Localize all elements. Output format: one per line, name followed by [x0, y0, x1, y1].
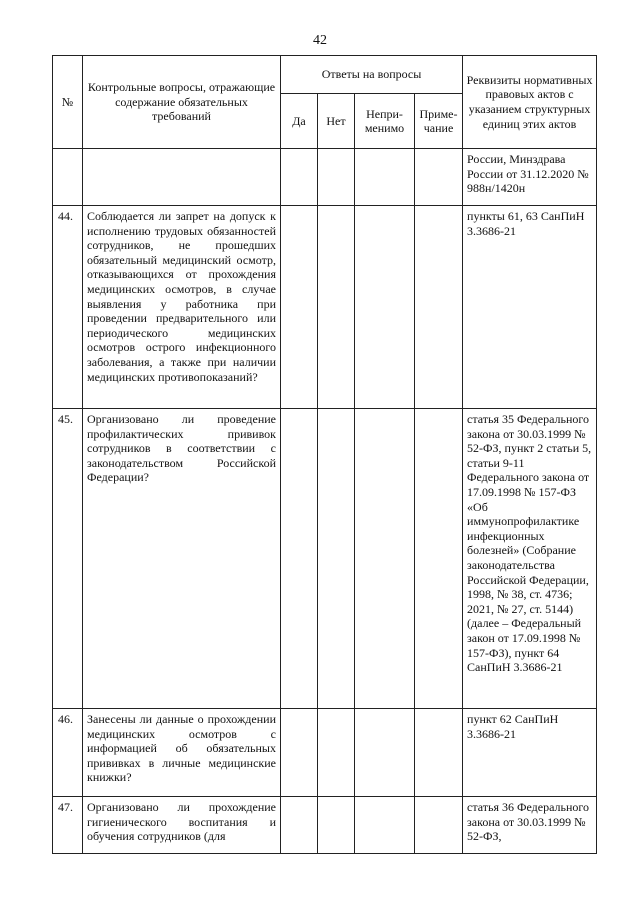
page-number: 42 — [313, 33, 327, 48]
row-reference: статья 35 Федерального закона от 30.03.1999 № 52-ФЗ, пункт 2 статьи 5, статьи 9-11 Федерального закона от 17.09.1998 № 157-ФЗ «Об иммунопрофилактике инфекционных болезней» (Собрание законодательства Российской Федерации, 1998, № 38, ст. 4736; 2021, № 27, ст. 5144) (далее – Федеральный закон от 17.09.1998 № 157-ФЗ), пункт 64 СанПиН 3.3686-21 — [463, 409, 597, 709]
column-header-no: Нет — [318, 94, 355, 149]
answer-no-cell[interactable] — [318, 149, 355, 206]
column-header-number: № — [53, 56, 83, 149]
answer-note-cell[interactable] — [415, 409, 463, 709]
answer-no-cell[interactable] — [318, 206, 355, 409]
row-question — [83, 149, 281, 206]
answer-not-applicable-cell[interactable] — [355, 709, 415, 797]
row-number: 47. — [53, 797, 83, 854]
row-number — [53, 149, 83, 206]
row-question: Организовано ли прохождение гигиенического воспитания и обучения сотрудников (для — [83, 797, 281, 854]
answer-yes-cell[interactable] — [281, 709, 318, 797]
answer-not-applicable-cell[interactable] — [355, 149, 415, 206]
column-header-questions: Контрольные вопросы, отражающие содержание обязательных требований — [83, 56, 281, 149]
row-question: Соблюдается ли запрет на допуск к исполнению трудовых обязанностей сотрудников, не прошедших обязательный медицинский осмотр, отказывающихся от прохождения медицинских осмотров, в случае выявления у работника при проведении предварительного или периодического медицинских осмотров острого инфекционного заболевания, а также при наличии медицинских противопоказаний? — [83, 206, 281, 409]
answer-note-cell[interactable] — [415, 709, 463, 797]
answer-not-applicable-cell[interactable] — [355, 797, 415, 854]
column-header-not-applicable: Непри- менимо — [355, 94, 415, 149]
row-question: Организовано ли проведение профилактических прививок сотрудников в соответствии с законодательством Российской Федерации? — [83, 409, 281, 709]
row-question: Занесены ли данные о прохождении медицинских осмотров с информацией об обязательных прививках в личные медицинские книжки? — [83, 709, 281, 797]
answer-note-cell[interactable] — [415, 797, 463, 854]
answer-yes-cell[interactable] — [281, 409, 318, 709]
table-row — [53, 409, 597, 709]
column-header-requisites: Реквизиты нормативных правовых актов с указанием структурных единиц этих актов — [463, 56, 597, 149]
answer-note-cell[interactable] — [415, 149, 463, 206]
table-row — [53, 149, 597, 206]
answer-no-cell[interactable] — [318, 409, 355, 709]
answer-yes-cell[interactable] — [281, 206, 318, 409]
checklist-table — [52, 55, 597, 854]
row-number: 45. — [53, 409, 83, 709]
table-row — [53, 797, 597, 854]
header-row — [53, 56, 597, 94]
answer-not-applicable-cell[interactable] — [355, 206, 415, 409]
answer-not-applicable-cell[interactable] — [355, 409, 415, 709]
row-reference: пункт 62 СанПиН 3.3686-21 — [463, 709, 597, 797]
row-reference: статья 36 Федерального закона от 30.03.1999 № 52-ФЗ, — [463, 797, 597, 854]
row-reference: России, Минздрава России от 31.12.2020 № 988н/1420н — [463, 149, 597, 206]
answer-no-cell[interactable] — [318, 709, 355, 797]
table-row — [53, 206, 597, 409]
column-header-answers: Ответы на вопросы — [281, 56, 463, 94]
column-header-note: Приме- чание — [415, 94, 463, 149]
answer-no-cell[interactable] — [318, 797, 355, 854]
row-reference: пункты 61, 63 СанПиН 3.3686-21 — [463, 206, 597, 409]
row-number: 46. — [53, 709, 83, 797]
row-number: 44. — [53, 206, 83, 409]
answer-yes-cell[interactable] — [281, 149, 318, 206]
answer-note-cell[interactable] — [415, 206, 463, 409]
answer-yes-cell[interactable] — [281, 797, 318, 854]
table-row — [53, 709, 597, 797]
column-header-yes: Да — [281, 94, 318, 149]
